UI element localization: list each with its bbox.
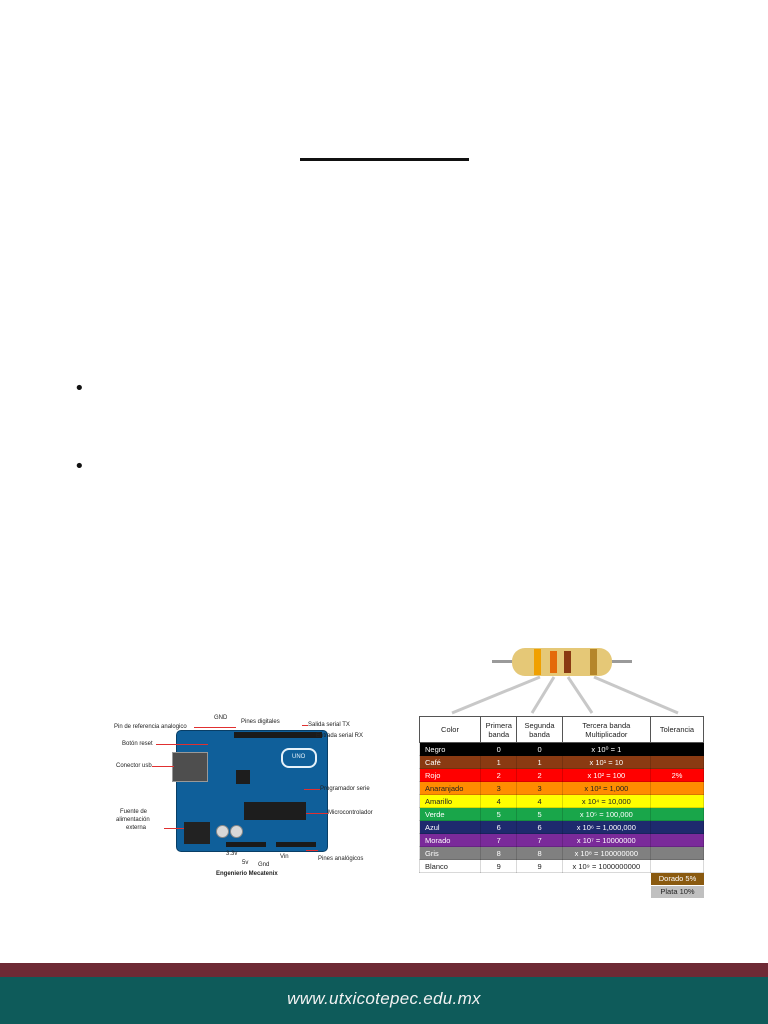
table-row [420,743,704,756]
color-name-cell: Gris [420,847,481,860]
pointer-line [306,813,328,814]
tolerance-cell [651,808,704,821]
label-digital: Pines digitales [241,719,280,725]
multiplier-cell: x 10⁸ = 100000000 [562,847,650,860]
tolerance-cell [651,782,704,795]
color-name-cell: Rojo [420,769,481,782]
label-power-1: Fuente de [120,809,148,815]
tolerance-cell [651,821,704,834]
first-band-cell: 8 [481,847,517,860]
tolerance-cell: 2% [651,769,704,782]
pointer-line [302,725,308,726]
pointer-line [306,850,318,851]
color-name-cell: Morado [420,834,481,847]
label-rx: Entrada serial RX [316,733,364,739]
color-name-cell: Café [420,756,481,769]
usb-chip [236,770,250,784]
second-band-cell: 2 [517,769,562,782]
second-band-cell: 4 [517,795,562,808]
first-band-cell: 9 [481,860,517,873]
table-row [420,821,704,834]
second-band-cell: 0 [517,743,562,756]
multiplier-cell: x 10⁰ = 1 [562,743,650,756]
label-power-2: alimentación [116,817,150,823]
color-name-cell: Anaranjado [420,782,481,795]
bullet-marker-2: • [74,456,85,477]
resistor-color-table [419,716,704,873]
capacitor [230,825,243,838]
label-usb: Conector usb [116,763,152,769]
multiplier-cell: x 10⁹ = 1000000000 [562,860,650,873]
tolerance-cell [651,756,704,769]
table-row [420,834,704,847]
color-name-cell: Verde [420,808,481,821]
multiplier-cell: x 10⁴ = 10,000 [562,795,650,808]
tolerance-cell [651,860,704,873]
table-row [420,782,704,795]
label-power-3: externa [126,825,147,831]
color-name-cell: Blanco [420,860,481,873]
multiplier-cell: x 10⁶ = 1,000,000 [562,821,650,834]
second-band-cell: 8 [517,847,562,860]
figure-credit: Engenierio Mecatenix [216,871,278,877]
pointer-line [194,727,236,728]
label-analog: Pines analógicos [318,856,364,862]
first-band-cell: 6 [481,821,517,834]
label-vin: Vin [280,854,289,860]
bullet-marker-1: • [74,378,85,399]
table-row [420,795,704,808]
footer-website: www.utxicotepec.edu.mx [287,989,481,1008]
label-aref: Pin de referencia analogico [114,724,187,730]
first-band-cell: 7 [481,834,517,847]
table-row [420,860,704,873]
label-programmer: Programador serie [320,786,370,792]
resistor-illustration [416,645,704,715]
first-band-cell: 5 [481,808,517,821]
label-5v: 5v [242,860,249,866]
label-gnd: GND [214,715,228,721]
pointer-line [164,828,184,829]
multiplier-cell: x 10³ = 1,000 [562,782,650,795]
tolerance-cell [651,847,704,860]
first-band-cell: 2 [481,769,517,782]
power-jack [184,822,210,844]
second-band-cell: 3 [517,782,562,795]
header-multiplier: Tercera banda Multiplicador [562,717,650,743]
second-band-cell: 9 [517,860,562,873]
microcontroller-chip [244,802,306,820]
tolerance-cell [651,834,704,847]
color-name-cell: Azul [420,821,481,834]
multiplier-cell: x 10⁵ = 100,000 [562,808,650,821]
multiplier-cell: x 10¹ = 10 [562,756,650,769]
analog-header [276,842,316,847]
tolerance-cell [651,743,704,756]
label-gnd-2: Gnd [258,862,270,868]
pointer-line [156,744,208,745]
second-band-cell: 7 [517,834,562,847]
first-band-cell: 3 [481,782,517,795]
header-color: Color [420,717,481,743]
table-row [420,847,704,860]
usb-connector [172,752,208,782]
title-underline [300,158,469,161]
second-band-cell: 6 [517,821,562,834]
capacitor [216,825,229,838]
multiplier-cell: x 10² = 100 [562,769,650,782]
table-header-row [420,717,704,743]
table-row [420,769,704,782]
label-tx: Salida serial TX [308,722,350,728]
first-band-cell: 1 [481,756,517,769]
multiplier-cell: x 10⁷ = 10000000 [562,834,650,847]
table-row [420,756,704,769]
power-header [226,842,266,847]
second-band-cell: 5 [517,808,562,821]
color-name-cell: Negro [420,743,481,756]
label-reset: Botón reset [122,741,153,747]
label-3v3: 3.3v [226,851,238,857]
tolerance-cell [651,795,704,808]
first-band-cell: 0 [481,743,517,756]
pointer-line [304,789,320,790]
pointer-line [152,766,174,767]
header-second-band: Segunda banda [517,717,562,743]
first-band-cell: 4 [481,795,517,808]
digital-header [234,732,322,738]
arduino-figure [106,710,388,882]
table-row [420,808,704,821]
board-logo-text: UNO [292,754,306,760]
footer-accent-bar [0,963,768,977]
tolerance-silver: Plata 10% [651,886,704,898]
header-first-band: Primera banda [481,717,517,743]
second-band-cell: 1 [517,756,562,769]
color-name-cell: Amarillo [420,795,481,808]
header-tolerance: Tolerancia [651,717,704,743]
tolerance-gold: Dorado 5% [651,873,704,885]
label-mcu: Microcontrolador [328,810,373,816]
